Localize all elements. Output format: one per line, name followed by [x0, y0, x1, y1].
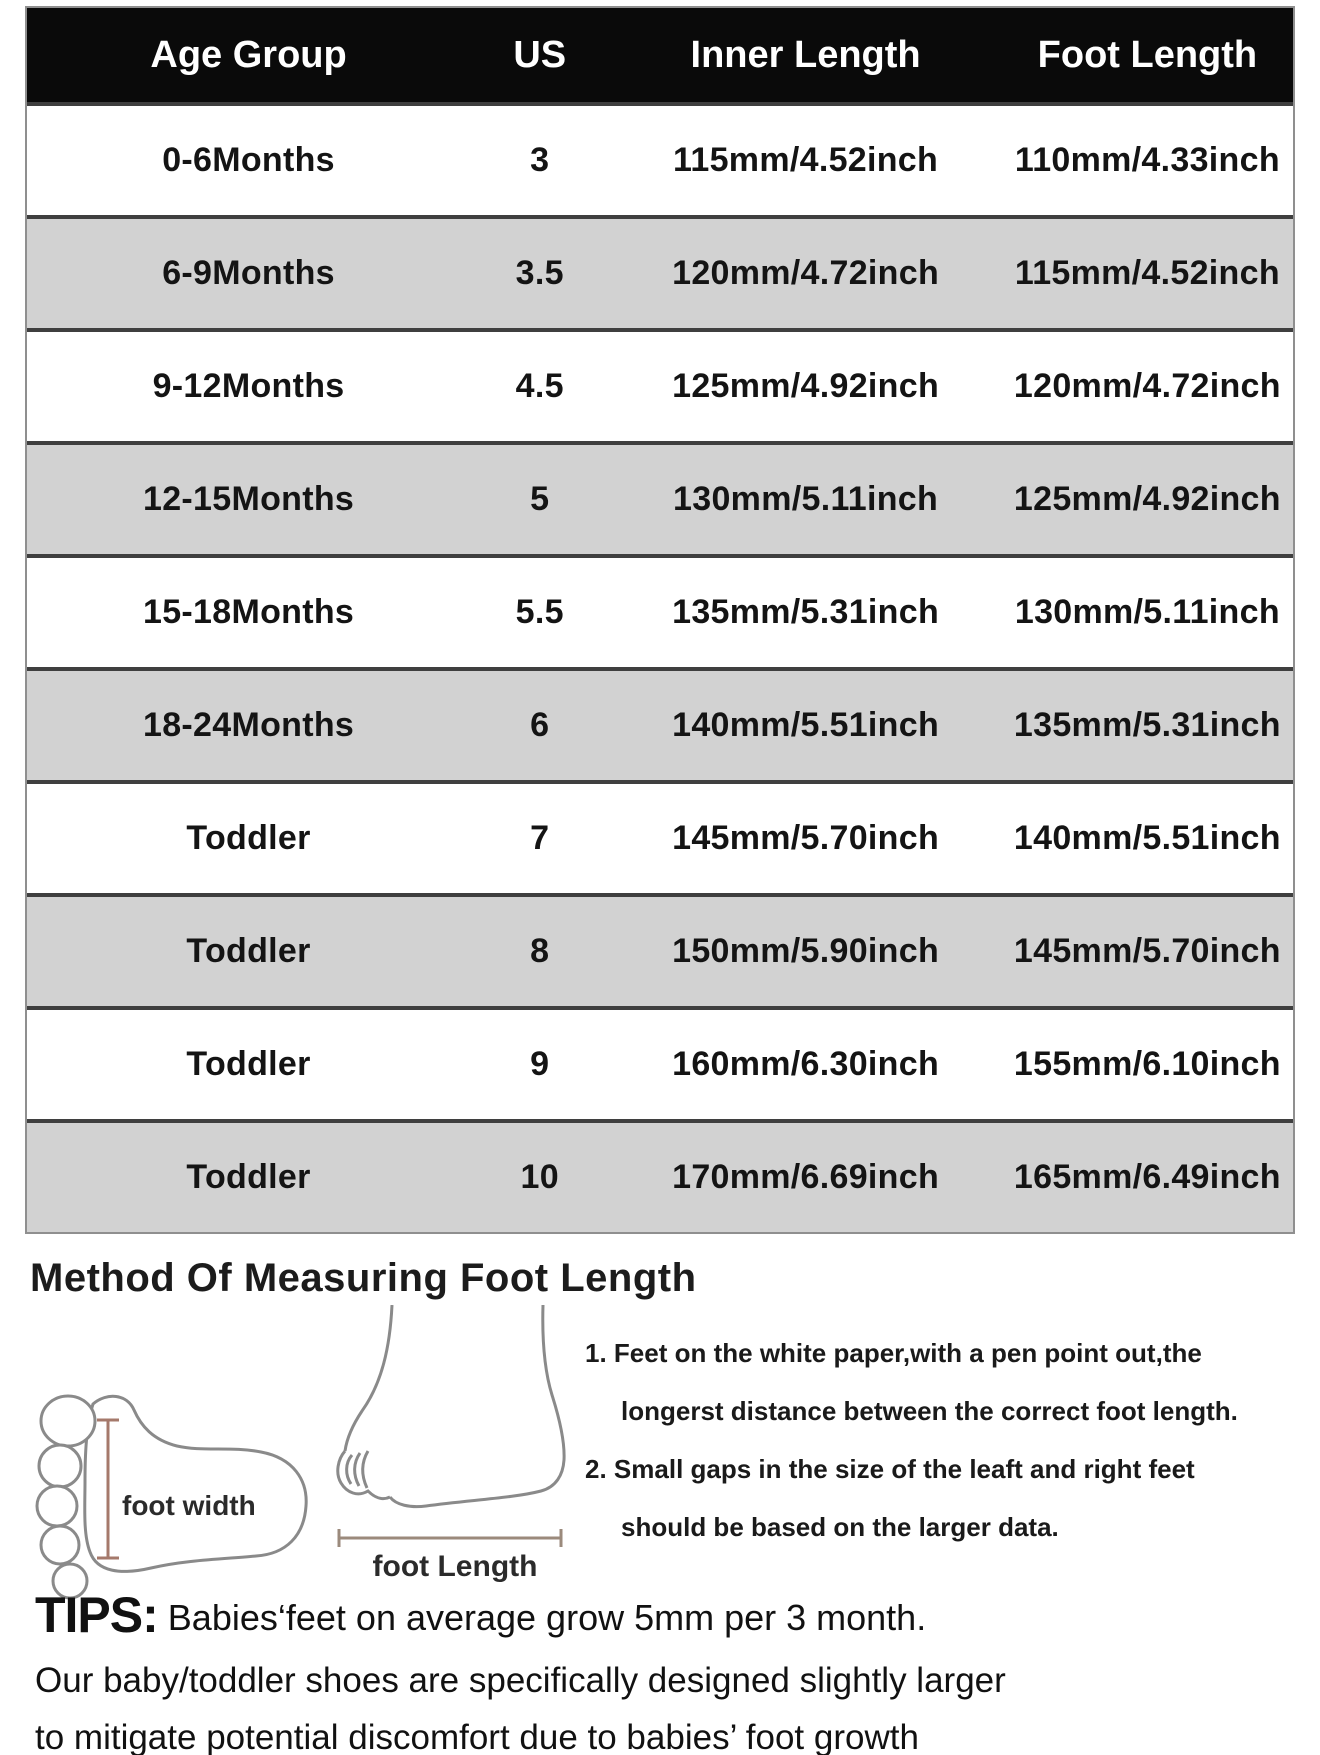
cell-inner-length: 130mm/5.11inch [673, 480, 939, 518]
cell-foot-length: 120mm/4.72inch [1013, 367, 1281, 405]
cell-age-group: 9-12Months [152, 367, 345, 405]
instruction-text: Feet on the white paper,with a pen point out,the [613, 1338, 1202, 1368]
column-header-us: US [513, 33, 567, 76]
cell-inner-length: 170mm/6.69inch [672, 1158, 940, 1196]
table-row [27, 215, 1293, 328]
foot-side-view-diagram [330, 1305, 580, 1553]
tips-first-line [35, 1586, 1305, 1644]
cell-us-size: 8 [530, 932, 550, 970]
column-header-age-group: Age Group [150, 33, 347, 76]
column-header-foot-length: Foot Length [1037, 33, 1258, 76]
table-row [27, 667, 1293, 780]
foot-width-label: foot width [122, 1490, 256, 1521]
table-row [27, 780, 1293, 893]
tips-text: Babies‘feet on average grow 5mm per 3 month. [167, 1597, 927, 1638]
instruction-item [585, 1454, 1315, 1484]
tips-label: TIPS: [35, 1587, 158, 1643]
cell-foot-length: 130mm/5.11inch [1014, 593, 1280, 631]
cell-us-size: 4.5 [515, 367, 564, 405]
cell-inner-length: 150mm/5.90inch [672, 932, 940, 970]
sole-and-heel-line [390, 1305, 564, 1507]
cell-age-group: 6-9Months [162, 254, 335, 292]
table-row [27, 1119, 1293, 1232]
cell-age-group: 12-15Months [142, 480, 355, 518]
cell-age-group: Toddler [186, 819, 311, 857]
tips-line: to mitigate potential discomfort due to babies’ foot growth [35, 1718, 919, 1755]
cell-us-size: 6 [530, 706, 550, 744]
cell-foot-length: 155mm/6.10inch [1013, 1045, 1281, 1083]
instruction-text: Small gaps in the size of the leaft and right feet [613, 1454, 1195, 1484]
cell-us-size: 9 [530, 1045, 550, 1083]
cell-age-group: 0-6Months [162, 141, 335, 179]
toe-hatch [355, 1453, 360, 1486]
table-row [27, 893, 1293, 1006]
column-header-inner-length: Inner Length [690, 33, 921, 76]
foot-length-label: foot Length [372, 1550, 538, 1583]
cell-age-group: Toddler [186, 932, 311, 970]
cell-inner-length: 140mm/5.51inch [672, 706, 940, 744]
leg-front-line [345, 1305, 392, 1451]
instruction-number: 2. [585, 1454, 607, 1484]
instruction-item [585, 1338, 1315, 1368]
tips-line: Our baby/toddler shoes are specifically designed slightly larger [35, 1661, 1006, 1700]
table-row [27, 102, 1293, 215]
cell-age-group: 18-24Months [142, 706, 355, 744]
foot-outline [85, 1396, 306, 1571]
cell-foot-length: 125mm/4.92inch [1013, 480, 1281, 518]
table-row [27, 1006, 1293, 1119]
cell-inner-length: 120mm/4.72inch [672, 254, 940, 292]
cell-us-size: 5 [530, 480, 550, 518]
instruction-continuation: longerst distance between the correct foot length. [621, 1396, 1238, 1426]
cell-age-group: Toddler [186, 1158, 311, 1196]
measuring-instructions [585, 1338, 1315, 1570]
size-chart-table [25, 6, 1295, 1234]
table-row [27, 554, 1293, 667]
table-header-row [27, 8, 1293, 102]
cell-inner-length: 160mm/6.30inch [672, 1045, 940, 1083]
foot-length-measure-line [339, 1529, 561, 1547]
cell-inner-length: 115mm/4.52inch [673, 141, 939, 179]
cell-us-size: 7 [530, 819, 550, 857]
toe-circle [41, 1526, 79, 1564]
cell-us-size: 3.5 [515, 254, 564, 292]
cell-foot-length: 110mm/4.33inch [1014, 141, 1280, 179]
method-heading: Method Of Measuring Foot Length [30, 1256, 697, 1300]
instruction-continuation: should be based on the larger data. [621, 1512, 1059, 1542]
cell-foot-length: 165mm/6.49inch [1013, 1158, 1281, 1196]
toe-hatch [347, 1455, 352, 1484]
table-row [27, 441, 1293, 554]
toe-circle [37, 1486, 77, 1526]
table-row [27, 328, 1293, 441]
toe-circle [39, 1445, 81, 1487]
tips-section [35, 1586, 1305, 1755]
instruction-number: 1. [585, 1338, 607, 1368]
cell-us-size: 5.5 [515, 593, 564, 631]
cell-age-group: Toddler [186, 1045, 311, 1083]
cell-foot-length: 140mm/5.51inch [1013, 819, 1281, 857]
cell-us-size: 3 [530, 141, 550, 179]
cell-inner-length: 145mm/5.70inch [672, 819, 940, 857]
cell-foot-length: 135mm/5.31inch [1013, 706, 1281, 744]
cell-foot-length: 115mm/4.52inch [1014, 254, 1280, 292]
toe-circle [41, 1396, 95, 1446]
cell-age-group: 15-18Months [142, 593, 355, 631]
toe-hatch [363, 1451, 368, 1488]
cell-inner-length: 125mm/4.92inch [672, 367, 940, 405]
cell-us-size: 10 [520, 1158, 559, 1196]
cell-foot-length: 145mm/5.70inch [1013, 932, 1281, 970]
cell-inner-length: 135mm/5.31inch [672, 593, 940, 631]
